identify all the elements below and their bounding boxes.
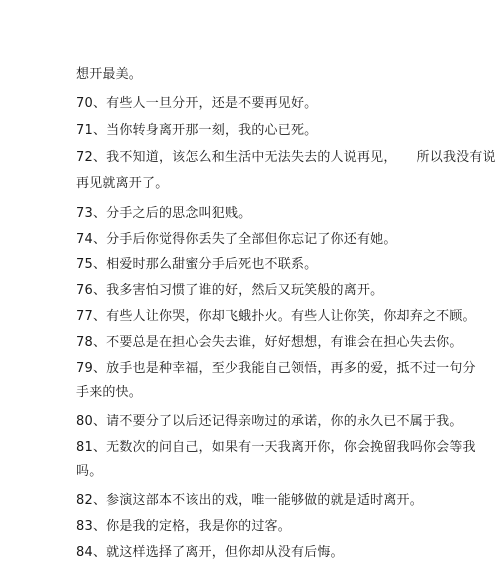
- quote-70: 70、有些人一旦分开，还是不要再见好。: [76, 96, 318, 111]
- quote-79-continuation: 手来的快。: [76, 385, 143, 400]
- quote-71: 71、当你转身离开那一刻，我的心已死。: [76, 123, 318, 138]
- quote-79: 79、放手也是种幸福，至少我能自己领悟，再多的爱，抵不过一句分: [76, 361, 476, 376]
- quote-75: 75、相爱时那么甜蜜分手后死也不联系。: [76, 257, 318, 272]
- quote-81-continuation: 吗。: [76, 464, 103, 479]
- quote-84: 84、就这样选择了离开，但你却从没有后悔。: [76, 545, 344, 560]
- quote-83: 83、你是我的定格，我是你的过客。: [76, 519, 291, 534]
- quote-72-part-2: 所以我没有说: [416, 150, 496, 165]
- quote-77: 77、有些人让你哭，你却飞蛾扑火。有些人让你笑，你却弃之不顾。: [76, 309, 476, 324]
- quote-81: 81、无数次的问自己，如果有一天我离开你，你会挽留我吗你会等我: [76, 440, 476, 455]
- quote-72-part-1: 72、我不知道，该怎么和生活中无法失去的人说再见，: [76, 150, 397, 165]
- quote-76: 76、我多害怕习惯了谁的好，然后又玩笑般的离开。: [76, 283, 384, 298]
- quote-73: 73、分手之后的思念叫犯贱。: [76, 206, 252, 221]
- text-line: 想开最美。: [76, 67, 143, 82]
- quote-82: 82、参演这部本不该出的戏，唯一能够做的就是适时离开。: [76, 493, 423, 508]
- quote-74: 74、分手后你觉得你丢失了全部但你忘记了你还有她。: [76, 232, 397, 247]
- quote-78: 78、不要总是在担心会失去谁，好好想想，有谁会在担心失去你。: [76, 335, 463, 350]
- quote-80: 80、请不要分了以后还记得亲吻过的承诺，你的永久已不属于我。: [76, 414, 463, 429]
- quote-72: [76, 150, 496, 166]
- quote-72-continuation: 再见就离开了。: [76, 176, 169, 191]
